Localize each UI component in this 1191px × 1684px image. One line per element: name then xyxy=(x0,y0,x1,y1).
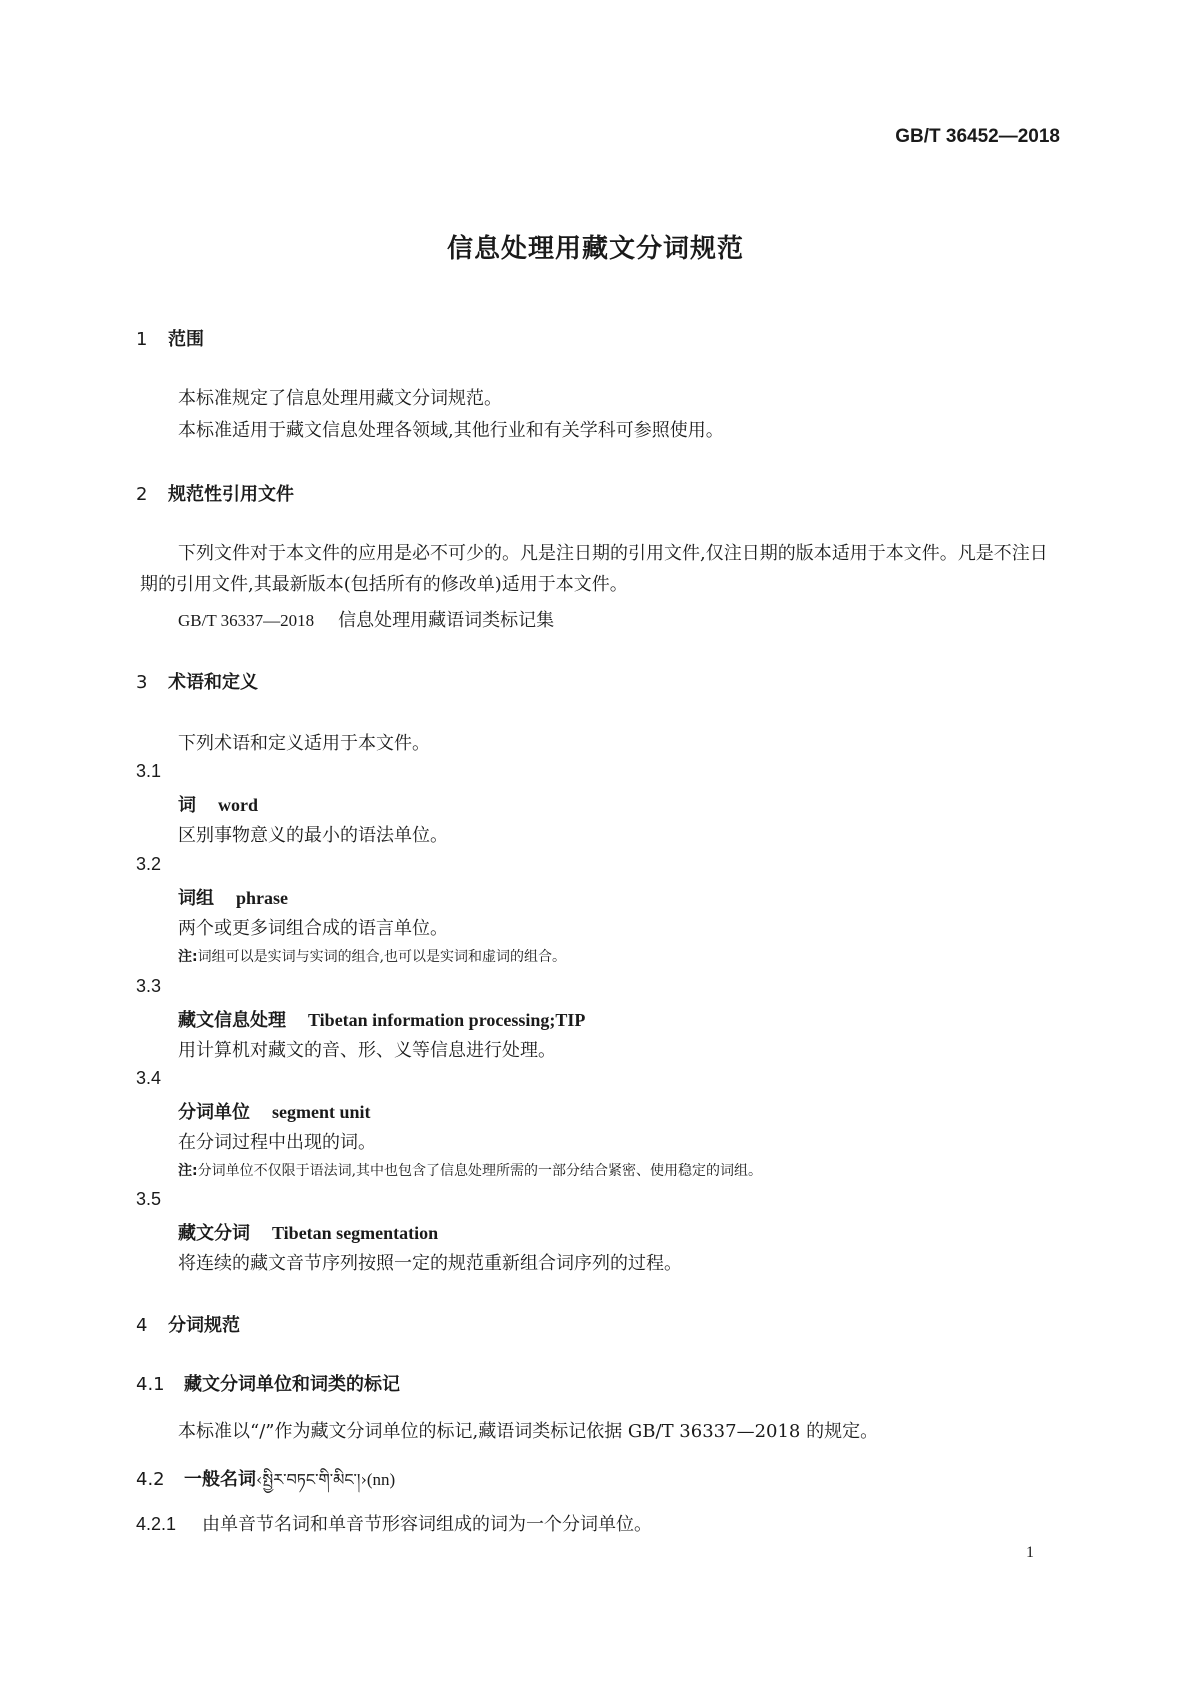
term-heading xyxy=(178,1219,438,1245)
term-zh: 藏文信息处理 xyxy=(178,1010,286,1031)
paragraph: 下列术语和定义适用于本文件。 xyxy=(178,733,430,754)
reference-entry xyxy=(178,606,554,632)
subsection-4-2-1 xyxy=(136,1510,652,1536)
subsection-title: 藏文分词单位和词类的标记 xyxy=(184,1374,400,1395)
section-title: 分词规范 xyxy=(168,1315,240,1336)
section-2-heading xyxy=(136,480,294,506)
term-number: 3.5 xyxy=(136,1189,162,1209)
section-3-heading xyxy=(136,668,258,694)
tibetan-term: ‹སྤྱིར་བཏང་གི་མིང་།› xyxy=(256,1470,367,1489)
note-label: 注: xyxy=(178,1163,198,1179)
term-zh: 词组 xyxy=(178,888,214,909)
term-number: 3.4 xyxy=(136,1068,162,1088)
section-number: 2 xyxy=(136,484,148,505)
reference-title: 信息处理用藏语词类标记集 xyxy=(338,610,555,631)
term-number: 3.3 xyxy=(136,976,162,996)
pos-tag-code: (nn) xyxy=(366,1470,396,1489)
section-number: 4 xyxy=(136,1315,148,1336)
term-number: 3.2 xyxy=(136,854,162,874)
section-title: 术语和定义 xyxy=(168,672,258,693)
paragraph: 本标准规定了信息处理用藏文分词规范。 xyxy=(178,388,502,409)
paragraph: 本标准适用于藏文信息处理各领域,其他行业和有关学科可参照使用。 xyxy=(178,420,724,441)
clause-text: 由单音节名词和单音节形容词组成的词为一个分词单位。 xyxy=(202,1514,652,1535)
subsection-number: 4.1 xyxy=(136,1374,165,1395)
subsection-4-2-heading xyxy=(136,1462,395,1507)
page-number: 1 xyxy=(1026,1544,1034,1561)
term-zh: 分词单位 xyxy=(178,1102,250,1123)
note-label: 注: xyxy=(178,949,198,965)
note-text: 分词单位不仅限于语法词,其中也包含了信息处理所需的一部分结合紧密、使用稳定的词组。 xyxy=(197,1163,763,1179)
subsection-title: 一般名词 xyxy=(184,1469,256,1490)
term-heading xyxy=(178,884,288,910)
reference-code: GB/T 36337—2018 xyxy=(178,611,315,630)
term-zh: 词 xyxy=(178,795,196,816)
term-en: Tibetan segmentation xyxy=(272,1223,439,1243)
section-number: 1 xyxy=(136,329,148,350)
term-en: segment unit xyxy=(272,1102,371,1122)
term-en: Tibetan information processing;TIP xyxy=(308,1010,586,1030)
paragraph: 本标准以“/”作为藏文分词单位的标记,藏语词类标记依据 GB/T 36337—2018 的规定。 xyxy=(178,1421,879,1442)
term-heading xyxy=(178,1098,371,1124)
document-title: 信息处理用藏文分词规范 xyxy=(446,234,744,264)
clause-number: 4.2.1 xyxy=(136,1514,177,1534)
section-number: 3 xyxy=(136,672,148,693)
term-heading xyxy=(178,791,258,817)
term-definition: 两个或更多词组合成的语言单位。 xyxy=(178,918,448,939)
section-title: 范围 xyxy=(168,329,204,350)
term-en: phrase xyxy=(236,888,289,908)
term-note xyxy=(178,946,566,966)
section-4-heading xyxy=(136,1311,240,1337)
section-1-heading xyxy=(136,325,204,351)
term-heading xyxy=(178,1006,585,1032)
subsection-4-1-heading xyxy=(136,1370,400,1396)
term-note xyxy=(178,1160,762,1180)
term-number: 3.1 xyxy=(136,761,162,781)
term-definition: 在分词过程中出现的词。 xyxy=(178,1132,376,1153)
term-definition: 将连续的藏文音节序列按照一定的规范重新组合词序列的过程。 xyxy=(178,1253,682,1274)
term-en: word xyxy=(218,795,258,815)
section-title: 规范性引用文件 xyxy=(168,484,294,505)
note-text: 词组可以是实词与实词的组合,也可以是实词和虚词的组合。 xyxy=(197,949,567,965)
term-zh: 藏文分词 xyxy=(178,1223,250,1244)
term-definition: 区别事物意义的最小的语法单位。 xyxy=(178,825,448,846)
normative-references-paragraph: 下列文件对于本文件的应用是必不可少的。凡是注日期的引用文件,仅注日期的版本适用于本文件。凡是不注日期的引用文件,其最新版本(包括所有的修改单)适用于本文件。 xyxy=(140,543,1048,595)
term-definition: 用计算机对藏文的音、形、义等信息进行处理。 xyxy=(178,1040,556,1061)
subsection-number: 4.2 xyxy=(136,1469,165,1490)
standard-code: GB/T 36452—2018 xyxy=(895,126,1060,147)
